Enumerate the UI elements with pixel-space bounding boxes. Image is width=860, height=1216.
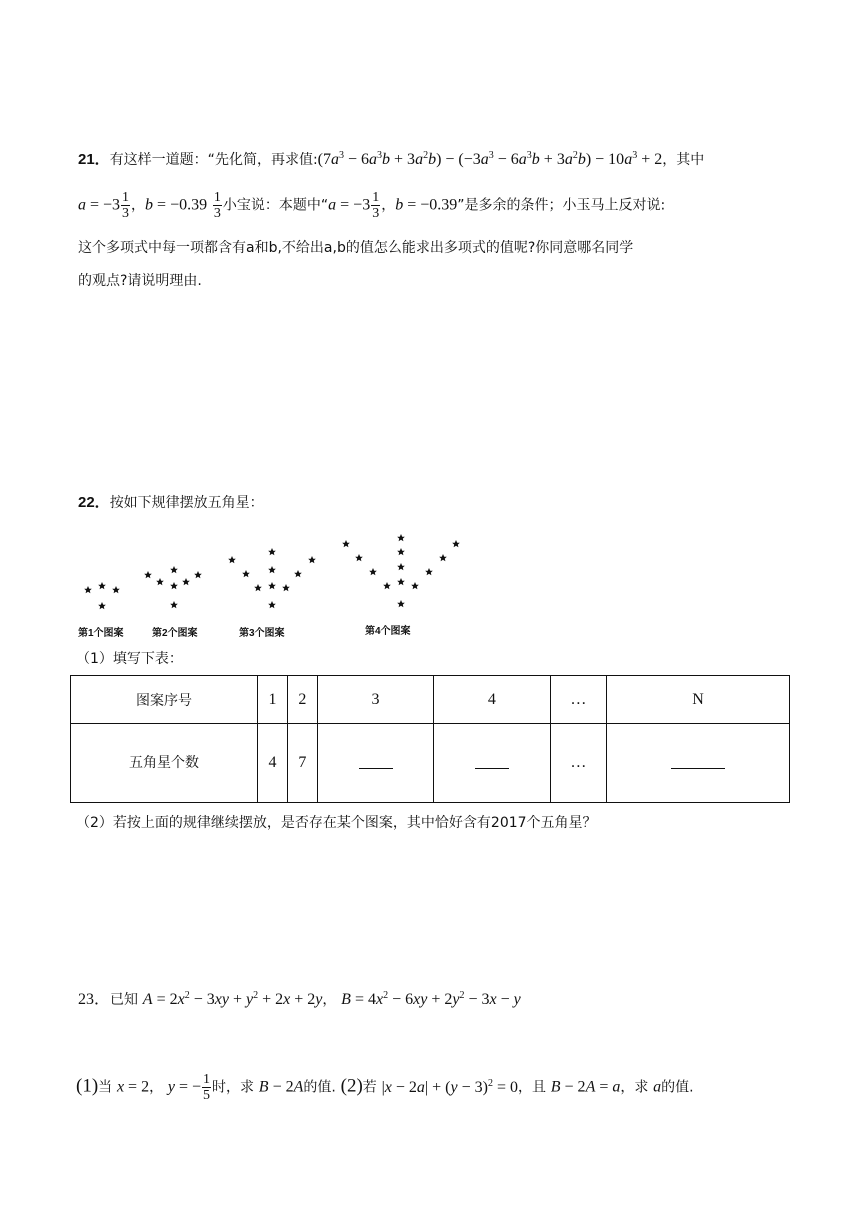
q21-fraction-extra: $\frac{1}{3}$ — [213, 190, 221, 221]
answer-table — [70, 675, 790, 803]
table-cell: 4 — [258, 724, 288, 803]
figure-label-2: 第2个图案 — [152, 628, 198, 639]
q22-line-1 — [78, 491, 264, 514]
answer-blank[interactable] — [475, 754, 509, 769]
q21-line-4: 的观点?请说明理由. — [78, 273, 202, 289]
q21-line-2: a = −3 $\frac{1}{3}$ ，b = −0.39 $\frac{1}{3}$ 小宝说：本题中“a = −3 $\frac{1}{3}$ ，b = −0.39”是多余的条件；小玉马上反对说: — [78, 190, 666, 221]
q21-condition-a: a = −3 — [78, 196, 121, 214]
q23-line-2: (1)当 x = 2， y = − $\frac{1}{5}$ 时，求 B − 2A的值. (2)若 $|x - 2a| + (y - 3)^2 = 0$，且 B − 2A = a，求 a的值. — [76, 1072, 694, 1103]
q23-condition-eq: B − 2A = a — [550, 1078, 621, 1096]
q23-part2-prefix: 若 — [362, 1079, 377, 1096]
q23-part2-tail: ，求 — [620, 1079, 649, 1096]
q23-condition-x: x = 2 — [116, 1078, 150, 1096]
q23-fraction: $\frac{1}{5}$ — [203, 1072, 211, 1103]
q23-part1-prefix: 当 — [98, 1079, 113, 1096]
q21-quoted-fraction: $\frac{1}{3}$ — [372, 190, 380, 221]
table-cell: … — [550, 676, 607, 724]
q22-part1: （1）填写下表： — [76, 651, 183, 667]
q21-line2-mid: 小宝说：本题中“ — [222, 197, 329, 214]
q21-condition-b: b = −0.39 — [145, 196, 208, 214]
q21-quoted-b: b = −0.39 — [395, 196, 458, 214]
pattern-4-stars — [342, 534, 460, 607]
table-cell: … — [550, 724, 607, 803]
q23-part1-mid: 时，求 — [212, 1079, 255, 1096]
q23-intro: 已知 — [110, 992, 139, 1008]
q23-condition-abs: $|x - 2a| + (y - 3)^2 = 0$ — [381, 1077, 518, 1096]
q21-line1-tail: ，其中 — [662, 152, 705, 168]
q23-condition-y: y = − — [167, 1078, 202, 1096]
q23-expression-b: $B = 4x^2 - 6xy + 2y^2 - 3x - y$ — [341, 990, 521, 1008]
q21-quoted-a: a = −3 — [328, 196, 371, 214]
table-header-pattern-number: 图案序号 — [71, 676, 258, 724]
q21-number: 21． — [78, 151, 110, 168]
table-row — [71, 676, 790, 724]
q23-part2-end: 的值. — [661, 1079, 694, 1096]
q23-expression-a: $A = 2x^2 - 3xy + y^2 + 2x + 2y$ — [142, 990, 323, 1008]
q23-target-expr-1: B − 2A — [258, 1078, 304, 1096]
q21-line-1 — [78, 148, 704, 171]
q21-intro: 有这样一道题：“先化简，再求值: — [109, 152, 318, 168]
q22-intro: 按如下规律摆放五角星： — [109, 495, 264, 511]
pattern-3-stars — [228, 548, 316, 608]
table-cell: 7 — [287, 724, 317, 803]
table-cell: N — [607, 676, 790, 724]
figure-label-1: 第1个图案 — [78, 628, 124, 639]
table-cell: 3 — [317, 676, 433, 724]
table-cell-blank[interactable] — [317, 724, 433, 803]
answer-blank[interactable] — [359, 754, 393, 769]
pattern-1-stars — [84, 582, 120, 609]
table-header-star-count: 五角星个数 — [71, 724, 258, 803]
table-cell: 1 — [258, 676, 288, 724]
table-cell-blank[interactable] — [434, 724, 550, 803]
q21-expression: $(7a^3 - 6a^3b + 3a^2b) - (-3a^3 - 6a^3b + 3a^2b) - 10a^3 + 2$ — [317, 150, 663, 168]
table-cell-blank[interactable] — [607, 724, 790, 803]
table-cell: 4 — [434, 676, 550, 724]
figure-label-3: 第3个图案 — [239, 628, 285, 639]
table-cell: 2 — [287, 676, 317, 724]
answer-blank[interactable] — [671, 754, 725, 769]
pattern-2-stars — [144, 566, 202, 608]
q21-line2-tail: ”是多余的条件；小玉马上反对说: — [457, 197, 666, 214]
star-pattern-figure — [76, 530, 476, 642]
q23-number: 23． — [78, 991, 111, 1008]
table-row — [71, 724, 790, 803]
q23-target-var: a — [653, 1078, 662, 1096]
q23-part1-marker: (1) — [76, 1075, 99, 1097]
figure-label-4: 第4个图案 — [365, 626, 411, 637]
q22-number: 22． — [78, 494, 110, 511]
q22-part2: （2）若按上面的规律继续摆放，是否存在某个图案，其中恰好含有2017个五角星？ — [76, 815, 597, 831]
q23-part1-tail: 的值. — [303, 1079, 336, 1096]
q23-line-1: 23．已知 $A = 2x^2 - 3xy + y^2 + 2x + 2y$， $B = 4x^2 - 6xy + 2y^2 - 3x - y$ — [78, 990, 521, 1008]
q21-line-3: 这个多项式中每一项都含有a和b,不给出a,b的值怎么能求出多项式的值呢?你同意哪名同学 — [78, 240, 634, 256]
q23-part2-mid: ，且 — [517, 1079, 546, 1096]
q23-part2-marker: (2) — [340, 1075, 363, 1097]
q21-fraction: $\frac{1}{3}$ — [122, 190, 130, 221]
